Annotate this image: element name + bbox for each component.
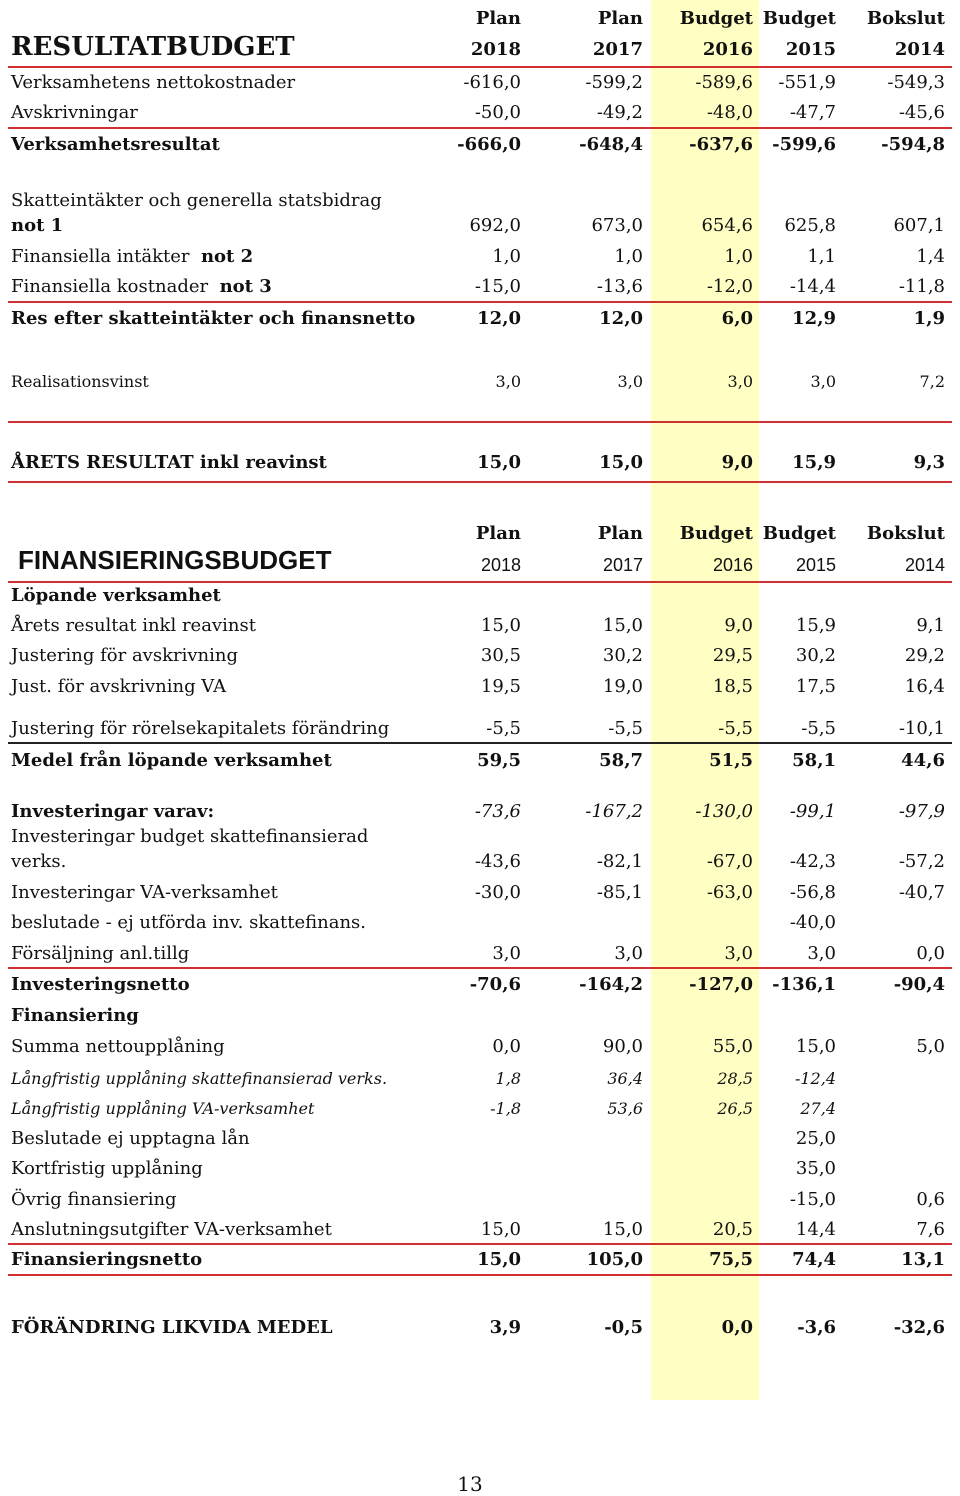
cell: -49,2 [596,102,643,123]
row-label: Beslutade ej upptagna lån [11,1128,250,1149]
cell: 15,0 [602,615,643,636]
cell: 5,0 [916,1036,945,1057]
cell: -551,9 [778,72,836,93]
cell: -164,2 [579,974,643,995]
rule [8,66,952,68]
row-label: Medel från löpande verksamhet [11,750,332,771]
cell: -1,8 [490,1099,521,1118]
cell: 12,0 [599,308,643,329]
cell: -70,6 [469,974,521,995]
row-label: Löpande verksamhet [11,585,221,606]
cell: 3,0 [810,372,836,391]
cell: 13,1 [901,1249,945,1270]
cell: -90,4 [893,974,945,995]
cell: -616,0 [463,72,521,93]
cell: -136,1 [772,974,836,995]
row-label: beslutade - ej utförda inv. skattefinans. [11,912,366,933]
cell: 1,0 [492,246,521,267]
rule [8,301,952,303]
row-label: Långfristig upplåning VA-verksamhet [11,1099,315,1118]
cell: -42,3 [789,851,836,872]
rule [8,127,952,129]
cell: -63,0 [706,882,753,903]
cell: 673,0 [591,215,643,236]
cell: 58,7 [599,750,643,771]
cell: 15,0 [477,1249,521,1270]
rule [8,742,952,744]
cell: 19,5 [480,676,521,697]
cell: 30,2 [795,645,836,666]
cell: 15,9 [792,452,836,473]
cell: 3,0 [614,943,643,964]
cell: -549,3 [887,72,945,93]
cell: 0,6 [916,1189,945,1210]
cell: -48,0 [706,102,753,123]
cell: -0,5 [604,1317,643,1338]
row-label: Verksamhetens nettokostnader [11,72,296,93]
header-type: Plan [475,523,521,544]
rule [8,967,952,969]
cell: 0,0 [916,943,945,964]
cell: 15,0 [602,1219,643,1240]
cell: -82,1 [596,851,643,872]
cell: -14,4 [789,276,836,297]
cell: 27,4 [800,1099,836,1118]
cell: 3,0 [617,372,643,391]
cell: 105,0 [586,1249,643,1270]
cell: 607,1 [893,215,945,236]
finans-title: FINANSIERINGSBUDGET [18,545,332,575]
cell: 25,0 [795,1128,836,1149]
header-type: Plan [597,523,643,544]
row-label: FÖRÄNDRING LIKVIDA MEDEL [11,1317,333,1338]
resultat-title: RESULTATBUDGET [11,32,295,62]
cell: -15,0 [474,276,521,297]
cell: 19,0 [602,676,643,697]
row-label: Justering för rörelsekapitalets förändring [11,718,390,739]
cell: -32,6 [893,1317,945,1338]
row-label: Investeringar VA-verksamhet [11,882,278,903]
cell: -40,0 [789,912,836,933]
cell: 1,4 [916,246,945,267]
row-label: Res efter skatteintäkter och finansnetto [11,308,416,329]
row-label: Försäljning anl.tillg [11,943,190,964]
row-label: Finansiering [11,1005,139,1026]
header-type: Budget [762,523,836,544]
row-label: Långfristig upplåning skattefinansierad verks. [11,1069,388,1088]
cell: 1,0 [724,246,753,267]
header-year: 2017 [602,555,643,575]
cell: 16,4 [904,676,945,697]
cell: 15,0 [795,1036,836,1057]
header-year: 2015 [795,555,836,575]
header-type: Budget [762,8,836,29]
cell: 18,5 [712,676,753,697]
cell: -594,8 [881,134,945,155]
rule [8,1243,952,1245]
cell: -599,2 [585,72,643,93]
cell: 28,5 [717,1069,753,1088]
cell: -73,6 [474,801,521,822]
cell: -15,0 [789,1189,836,1210]
header-type: Budget [679,8,753,29]
cell: 692,0 [469,215,521,236]
header-year: 2017 [592,39,643,60]
page-number: 13 [457,1472,483,1496]
cell: -3,6 [797,1317,836,1338]
cell: 1,9 [913,308,945,329]
header-year: 2015 [785,39,836,60]
row-label: Verksamhetsresultat [11,134,220,155]
cell: 654,6 [701,215,753,236]
cell: -57,2 [898,851,945,872]
cell: 3,9 [489,1317,521,1338]
row-label: Avskrivningar [11,102,138,123]
rule [8,581,952,583]
header-type: Bokslut [866,523,945,544]
row-label: Investeringsnetto [11,974,190,995]
cell: 59,5 [477,750,521,771]
cell: -12,0 [706,276,753,297]
cell: 36,4 [607,1069,643,1088]
cell: 1,8 [495,1069,521,1088]
cell: 0,0 [721,1317,753,1338]
row-label: Just. för avskrivning VA [11,676,227,697]
cell: -127,0 [689,974,753,995]
cell: 3,0 [807,943,836,964]
cell: 35,0 [795,1158,836,1179]
cell: 74,4 [792,1249,836,1270]
cell: -167,2 [585,801,643,822]
header-year: 2014 [904,555,945,575]
cell: -599,6 [772,134,836,155]
rule [8,421,952,423]
cell: 55,0 [712,1036,753,1057]
cell: 29,2 [904,645,945,666]
header-type: Bokslut [866,8,945,29]
cell: -13,6 [596,276,643,297]
cell: 7,6 [916,1219,945,1240]
cell: -45,6 [898,102,945,123]
cell: 58,1 [792,750,836,771]
cell: 3,0 [727,372,753,391]
cell: 90,0 [602,1036,643,1057]
header-type: Budget [679,523,753,544]
cell: 75,5 [709,1249,753,1270]
cell: 15,0 [480,1219,521,1240]
cell: -666,0 [457,134,521,155]
cell: 3,0 [724,943,753,964]
cell: 15,0 [477,452,521,473]
header-year: 2018 [480,555,521,575]
cell: 53,6 [607,1099,643,1118]
cell: -637,6 [689,134,753,155]
cell: -85,1 [596,882,643,903]
cell: -50,0 [474,102,521,123]
cell: 17,5 [795,676,836,697]
row-label: Kortfristig upplåning [11,1158,203,1179]
row-label: Investeringar budget skattefinansierad [11,826,369,847]
header-type: Plan [475,8,521,29]
cell: 9,0 [724,615,753,636]
row-label: Årets resultat inkl reavinst [11,615,256,636]
cell: -40,7 [898,882,945,903]
row-label: Finansieringsnetto [11,1249,203,1270]
row-label: Övrig finansiering [11,1189,177,1210]
cell: 12,9 [792,308,836,329]
cell: -43,6 [474,851,521,872]
rule [8,1274,952,1276]
cell: 9,0 [721,452,753,473]
header-year: 2014 [894,39,945,60]
row-label: Justering för avskrivning [11,645,238,666]
cell: 3,0 [492,943,521,964]
row-label: Investeringar varav: [11,801,215,822]
header-year: 2018 [470,39,521,60]
cell: 3,0 [495,372,521,391]
cell: -5,5 [486,718,521,739]
row-label: Skatteintäkter och generella statsbidrag [11,190,382,211]
cell: -30,0 [474,882,521,903]
cell: 51,5 [709,750,753,771]
cell: -47,7 [789,102,836,123]
cell: 7,2 [919,372,945,391]
row-label: Finansiella intäkter not 2 [11,246,254,267]
row-label: Realisationsvinst [11,372,149,391]
cell: 44,6 [901,750,945,771]
rule [8,481,952,483]
cell: 9,3 [913,452,945,473]
cell: 9,1 [916,615,945,636]
cell: -99,1 [789,801,836,822]
cell: -12,4 [794,1069,836,1088]
cell: 12,0 [477,308,521,329]
cell: 0,0 [492,1036,521,1057]
header-year: 2016 [712,555,753,575]
cell: 6,0 [721,308,753,329]
header-type: Plan [597,8,643,29]
cell: 15,9 [795,615,836,636]
cell: -5,5 [608,718,643,739]
header-year: 2016 [702,39,753,60]
cell: 15,0 [599,452,643,473]
cell: -11,8 [898,276,945,297]
cell: 30,5 [480,645,521,666]
row-label: Summa nettoupplåning [11,1036,225,1057]
cell: -10,1 [898,718,945,739]
cell: 26,5 [717,1099,753,1118]
row-label: ÅRETS RESULTAT inkl reavinst [11,452,327,473]
cell: 1,0 [614,246,643,267]
cell: -56,8 [789,882,836,903]
budget-2016-highlight-column [651,0,759,1400]
cell: -5,5 [801,718,836,739]
cell: -589,6 [695,72,753,93]
cell: 29,5 [712,645,753,666]
row-label: verks. [11,851,67,872]
cell: 14,4 [795,1219,836,1240]
cell: -130,0 [695,801,753,822]
cell: 625,8 [784,215,836,236]
row-label: Anslutningsutgifter VA-verksamhet [11,1219,332,1240]
row-label-note: not 1 [11,215,64,236]
cell: 20,5 [712,1219,753,1240]
cell: -5,5 [718,718,753,739]
cell: 15,0 [480,615,521,636]
cell: -97,9 [898,801,945,822]
cell: 1,1 [807,246,836,267]
cell: -648,4 [579,134,643,155]
row-label: Finansiella kostnader not 3 [11,276,272,297]
cell: -67,0 [706,851,753,872]
cell: 30,2 [602,645,643,666]
